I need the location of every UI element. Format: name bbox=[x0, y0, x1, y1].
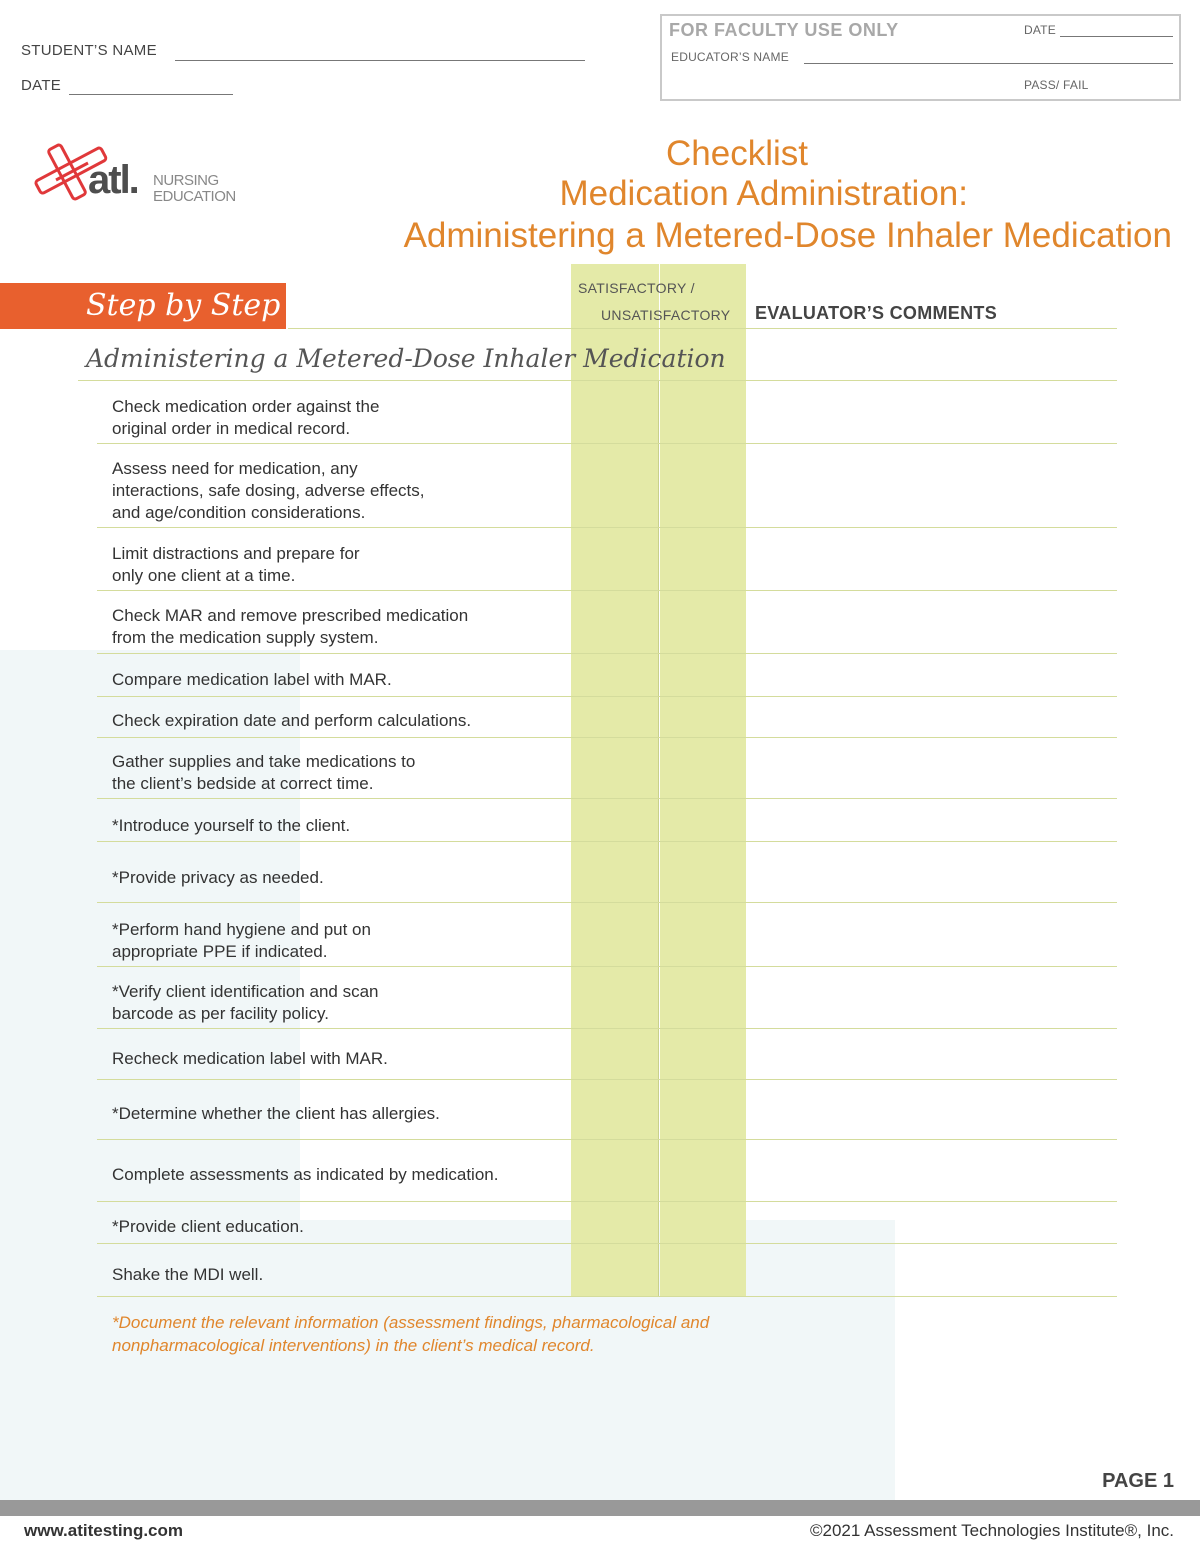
row-rule bbox=[97, 653, 1117, 654]
evaluator-comment-cell[interactable] bbox=[747, 450, 1117, 525]
documentation-note bbox=[112, 1311, 832, 1357]
educator-name-label: EDUCATOR’S NAME bbox=[671, 50, 789, 64]
checklist-step bbox=[112, 669, 562, 691]
checklist-step bbox=[112, 710, 562, 732]
date-label: DATE bbox=[21, 77, 62, 94]
step-text-line: Check expiration date and perform calculations. bbox=[112, 711, 472, 730]
website-link[interactable]: www.atitesting.com bbox=[24, 1521, 184, 1540]
logo-wordmark: atl. bbox=[88, 158, 138, 202]
row-rule bbox=[97, 1079, 1117, 1080]
row-rule bbox=[97, 966, 1117, 967]
row-rule bbox=[97, 1028, 1117, 1029]
logo-subtitle-2: EDUCATION bbox=[153, 188, 236, 205]
step-text-line: Limit distractions and prepare for bbox=[112, 544, 360, 563]
step-text-line: from the medication supply system. bbox=[112, 628, 379, 647]
student-name-label: STUDENT’S NAME bbox=[21, 42, 157, 59]
checklist-step bbox=[112, 1048, 562, 1070]
checklist-step bbox=[112, 1164, 562, 1186]
step-text-line: *Verify client identification and scan bbox=[112, 982, 379, 1001]
row-rule bbox=[97, 696, 1117, 697]
row-rule bbox=[97, 1243, 1117, 1244]
note-line-1: *Document the relevant information (assessment findings, pharmacological and bbox=[112, 1313, 710, 1332]
evaluator-comment-cell[interactable] bbox=[747, 702, 1117, 735]
row-rule bbox=[97, 902, 1117, 903]
faculty-date-field[interactable] bbox=[1060, 36, 1173, 37]
step-text-line: *Introduce yourself to the client. bbox=[112, 816, 351, 835]
section-title: Administering a Metered-Dose Inhaler Medication bbox=[86, 344, 726, 373]
step-text-line: Complete assessments as indicated by medication. bbox=[112, 1165, 499, 1184]
checklist-step bbox=[112, 815, 562, 837]
row-rule bbox=[97, 841, 1117, 842]
evaluator-comment-cell[interactable] bbox=[747, 743, 1117, 796]
checklist-step bbox=[112, 458, 562, 524]
evaluator-comment-cell[interactable] bbox=[747, 1095, 1117, 1137]
evaluator-comments-header: EVALUATOR’S COMMENTS bbox=[755, 303, 998, 323]
evaluator-comment-cell[interactable] bbox=[747, 1040, 1117, 1077]
student-name-field[interactable] bbox=[175, 60, 585, 61]
step-text-line: Check MAR and remove prescribed medication bbox=[112, 606, 469, 625]
evaluator-comment-cell[interactable] bbox=[747, 388, 1117, 441]
pass-fail-label: PASS/ FAIL bbox=[1024, 78, 1089, 92]
column-divider bbox=[658, 380, 659, 1296]
step-text-line: the client’s bedside at correct time. bbox=[112, 774, 374, 793]
section-rule bbox=[78, 380, 1117, 381]
step-text-line: *Provide client education. bbox=[112, 1217, 304, 1236]
step-text-line: barcode as per facility policy. bbox=[112, 1004, 330, 1023]
header-rule bbox=[288, 328, 1117, 329]
checklist-step bbox=[112, 543, 562, 587]
evaluator-comment-cell[interactable] bbox=[747, 661, 1117, 694]
step-text-line: Recheck medication label with MAR. bbox=[112, 1049, 388, 1068]
step-text-line: Check medication order against the bbox=[112, 397, 380, 416]
row-rule bbox=[97, 1139, 1117, 1140]
footer-bar bbox=[0, 1500, 1200, 1516]
step-text-line: Assess need for medication, any bbox=[112, 459, 358, 478]
checklist-step bbox=[112, 867, 562, 889]
unsatisfactory-header: UNSATISFACTORY bbox=[601, 307, 731, 323]
checklist-step bbox=[112, 981, 562, 1025]
row-rule bbox=[97, 443, 1117, 444]
step-text-line: and age/condition considerations. bbox=[112, 503, 366, 522]
evaluator-comment-cell[interactable] bbox=[747, 535, 1117, 588]
step-text-line: original order in medical record. bbox=[112, 419, 351, 438]
row-rule bbox=[97, 798, 1117, 799]
row-rule bbox=[97, 737, 1117, 738]
title-procedure: Administering a Metered-Dose Inhaler Medication bbox=[403, 216, 1172, 255]
step-text-line: appropriate PPE if indicated. bbox=[112, 942, 328, 961]
note-line-2: nonpharmacological interventions) in the client’s medical record. bbox=[112, 1336, 595, 1355]
evaluator-comment-cell[interactable] bbox=[747, 973, 1117, 1026]
educator-name-field[interactable] bbox=[804, 63, 1173, 64]
step-text-line: Shake the MDI well. bbox=[112, 1265, 264, 1284]
page-number: PAGE 1 bbox=[1102, 1470, 1174, 1492]
unsatisfactory-column[interactable] bbox=[660, 264, 746, 1296]
title-medication-administration: Medication Administration: bbox=[559, 174, 968, 213]
checklist-step bbox=[112, 1103, 562, 1125]
copyright-text: ©2021 Assessment Technologies Institute®, Inc. bbox=[810, 1521, 1174, 1540]
step-text-line: Gather supplies and take medications to bbox=[112, 752, 416, 771]
satisfactory-column[interactable] bbox=[571, 264, 659, 1296]
faculty-use-box bbox=[660, 14, 1181, 101]
date-field[interactable] bbox=[69, 94, 233, 95]
checklist-step bbox=[112, 396, 562, 440]
logo-subtitle-1: NURSING bbox=[153, 172, 219, 189]
row-rule bbox=[97, 1296, 1117, 1297]
evaluator-comment-cell[interactable] bbox=[747, 597, 1117, 651]
row-rule bbox=[97, 527, 1117, 528]
faculty-date-label: DATE bbox=[1024, 23, 1056, 37]
evaluator-comment-cell[interactable] bbox=[747, 1208, 1117, 1241]
evaluator-comment-cell[interactable] bbox=[747, 1156, 1117, 1199]
evaluator-comment-cell[interactable] bbox=[747, 1256, 1117, 1294]
step-by-step-label: Step by Step bbox=[86, 288, 281, 323]
checklist-step bbox=[112, 751, 562, 795]
step-text-line: *Determine whether the client has allergies. bbox=[112, 1104, 440, 1123]
checklist-step bbox=[112, 1264, 562, 1286]
row-rule bbox=[97, 1201, 1117, 1202]
step-text-line: Compare medication label with MAR. bbox=[112, 670, 392, 689]
title-checklist: Checklist bbox=[666, 134, 808, 173]
faculty-box-title: FOR FACULTY USE ONLY bbox=[669, 20, 899, 40]
checklist-step bbox=[112, 605, 562, 649]
row-rule bbox=[97, 590, 1117, 591]
evaluator-comment-cell[interactable] bbox=[747, 859, 1117, 900]
step-text-line: only one client at a time. bbox=[112, 566, 296, 585]
checklist-step bbox=[112, 919, 562, 963]
step-text-line: interactions, safe dosing, adverse effects, bbox=[112, 481, 425, 500]
atl-logo bbox=[30, 138, 250, 208]
evaluator-comment-cell[interactable] bbox=[747, 807, 1117, 839]
step-text-line: *Perform hand hygiene and put on bbox=[112, 920, 371, 939]
evaluator-comment-cell[interactable] bbox=[747, 911, 1117, 964]
checklist-step bbox=[112, 1216, 562, 1238]
step-text-line: *Provide privacy as needed. bbox=[112, 868, 324, 887]
satisfactory-header: SATISFACTORY / bbox=[578, 280, 695, 296]
